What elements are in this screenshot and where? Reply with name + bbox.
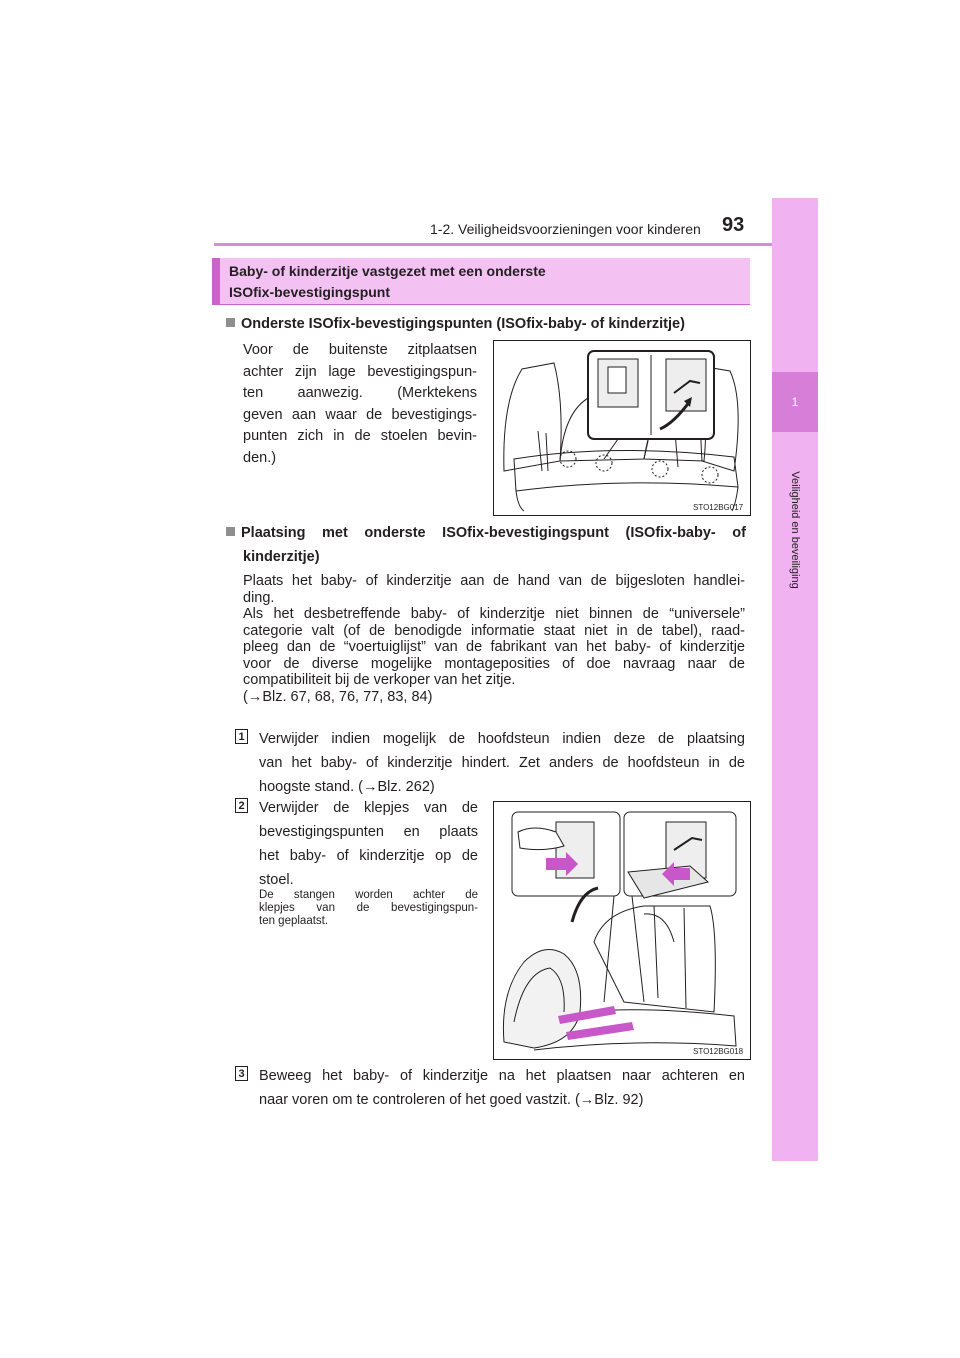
text-line: geven aan waar de bevestigings- — [243, 406, 477, 423]
header-rule — [214, 243, 818, 246]
title-underline — [212, 304, 750, 305]
text-line: punten zich in de stoelen bevin- — [243, 428, 477, 444]
chapter-title-text: Veiligheid en beveiliging — [789, 471, 801, 589]
text-line: categorie valt (of de benodigde informatie staat niet in de tabel), raad- — [243, 622, 745, 639]
text-line: hoogste stand. (→Blz. 262) — [259, 779, 435, 795]
section1-heading-text: Onderste ISOfix-bevestigingspunten (ISOfix-baby- of kinderzitje) — [241, 316, 685, 332]
figure-code: STO12BG017 — [693, 503, 744, 512]
text-line: Verwijder de klepjes van de — [259, 800, 478, 816]
figure-code: STO12BG018 — [693, 1047, 744, 1056]
section-breadcrumb: 1-2. Veiligheidsvoorzieningen voor kinderen — [430, 221, 701, 237]
chapter-title — [772, 440, 818, 620]
text-line: Plaats het baby- of kinderzitje aan de hand van de bijgesloten handlei- — [243, 573, 745, 589]
section-title-line1: Baby- of kinderzitje vastgezet met een onderste — [229, 263, 546, 279]
text-line: Beweeg het baby- of kinderzitje na het plaatsen naar achteren en — [259, 1068, 745, 1084]
chapter-side-tab — [772, 198, 818, 1161]
note-line: De stangen worden achter de — [259, 889, 478, 901]
page-number: 93 — [722, 214, 745, 236]
step2-note — [259, 889, 478, 928]
child-seat-illustration — [494, 802, 750, 1059]
figure-child-seat-installation — [493, 801, 751, 1060]
step-number: 2 — [235, 798, 248, 813]
chapter-number: 1 — [772, 372, 818, 432]
text-line: Als het desbetreffende baby- of kinderzitje niet binnen de “universele” — [243, 606, 745, 622]
text-line: bevestigingspunten en plaats — [259, 824, 478, 840]
step2-text — [259, 796, 478, 892]
text-line: het baby- of kinderzitje op de — [259, 848, 478, 864]
bullet-square-icon — [226, 318, 235, 327]
step-number: 1 — [235, 729, 248, 744]
figure-rear-seat-anchors — [493, 340, 751, 516]
note-line: klepjes van de bevestigingspun- — [259, 902, 478, 914]
section-title-box — [212, 258, 750, 304]
text-line: voor de diverse mogelijke montageposities of doe navraag naar de — [243, 655, 745, 672]
step-number: 3 — [235, 1066, 248, 1081]
rear-seat-illustration — [494, 341, 750, 515]
text-line: stoel. — [259, 872, 294, 888]
text-line: Verwijder indien mogelijk de hoofdsteun indien deze de plaatsing — [259, 731, 745, 747]
section2-heading-line1: Plaatsing met onderste ISOfix-bevestigingspunt (ISOfix-baby- of — [241, 525, 746, 541]
text-line: ding. — [243, 589, 275, 606]
text-line: van het baby- of kinderzitje hindert. Zet anders de hoofdsteun in de — [259, 755, 745, 771]
step1-text — [259, 727, 745, 799]
text-line: naar voren om te controleren of het goed vastzit. (→Blz. 92) — [259, 1092, 644, 1108]
section1-heading — [226, 312, 756, 336]
text-line: ten aanwezig. (Merktekens — [243, 385, 477, 401]
section2-paragraph — [243, 573, 745, 705]
section2-heading-line2: kinderzitje) — [243, 549, 320, 565]
step3-text — [259, 1064, 745, 1112]
text-line: achter zijn lage bevestigingspun- — [243, 363, 477, 380]
bullet-square-icon — [226, 527, 235, 536]
text-line: (→Blz. 67, 68, 76, 77, 83, 84) — [243, 688, 433, 705]
note-line: ten geplaatst. — [259, 915, 329, 927]
text-line: compatibiliteit bij de verkoper van het zitje. — [243, 672, 516, 688]
text-line: Voor de buitenste zitplaatsen — [243, 342, 477, 358]
text-line: pleeg dan de “voertuiglijst” van de fabrikant van het baby- of kinderzitje — [243, 639, 745, 655]
section2-heading — [226, 521, 746, 569]
section1-text — [243, 340, 477, 469]
section-title-line2: ISOfix-bevestigingspunt — [229, 284, 391, 300]
text-line: den.) — [243, 449, 277, 466]
